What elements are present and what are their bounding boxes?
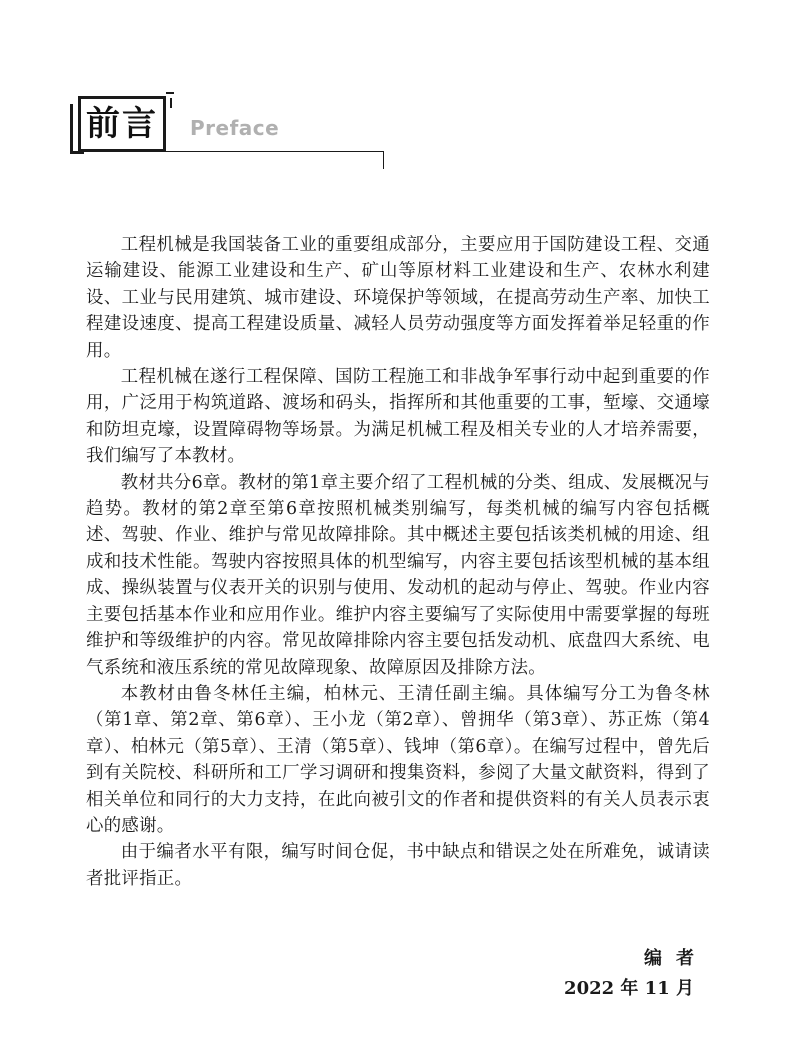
header-rule [166, 151, 384, 152]
title-frame-accent [170, 98, 172, 108]
title-frame-accent [166, 92, 174, 94]
paragraph: 工程机械是我国装备工业的重要组成部分，主要应用于国防建设工程、交通运输建设、能源工业建设和生产、矿山等原材料工业建设和生产、农林水利建设、工业与民用建筑、城市建设、环境保护等领域，在提高劳动生产率、加快工程建设速度、提高工程建设质量、减轻人员劳动强度等方面发挥着举足轻重的作用。 [86, 235, 710, 361]
signature-author: 编者 [644, 948, 708, 969]
preface-header [0, 0, 790, 170]
signature-block [564, 944, 708, 1004]
title-frame [78, 96, 166, 152]
paragraph: 由于编者水平有限，编写时间仓促，书中缺点和错误之处在所难免，诚请读者批评指正。 [86, 842, 710, 889]
page-title: 前言 [86, 104, 158, 144]
paragraph: 教材共分6章。教材的第1章主要介绍了工程机械的分类、组成、发展概况与趋势。教材的第2章至第6章按照机械类别编写，每类机械的编写内容包括概述、驾驶、作业、维护与常见故障排除。其中概述主要包括该类机械的用途、组成和技术性能。驾驶内容按照具体的机型编写，内容主要包括该型机械的基本组成、操纵装置与仪表开关的识别与使用、发动机的起动与停止、驾驶。作业内容主要包括基本作业和应用作业。维护内容主要编写了实际使用中需要掌握的每班维护和等级维护的内容。常见故障排除内容主要包括发动机、底盘四大系统、电气系统和液压系统的常见故障现象、故障原因及排除方法。 [86, 472, 710, 678]
preface-body [86, 232, 710, 892]
signature-date: 2022 年 11 月 [564, 978, 694, 999]
paragraph: 本教材由鲁冬林任主编，柏林元、王清任副主编。具体编写分工为鲁冬林（第1章、第2章、第6章）、王小龙（第2章）、曾拥华（第3章）、苏正炼（第4章）、柏林元（第5章）、王清（第5章）、钱坤（第6章）。在编写过程中，曾先后到有关院校、科研所和工厂学习调研和搜集资料，参阅了大量文献资料，得到了相关单位和同行的大力支持，在此向被引文的作者和提供资料的有关人员表示衷心的感谢。 [86, 683, 710, 836]
paragraph: 工程机械在遂行工程保障、国防工程施工和非战争军事行动中起到重要的作用，广泛用于构筑道路、渡场和码头，指挥所和其他重要的工事，堑壕、交通壕和防坦克壕，设置障碍物等场景。为满足机械工程及相关专业的人才培养需要，我们编写了本教材。 [86, 367, 710, 467]
page-subtitle: Preface [190, 116, 280, 140]
header-rule-end [383, 151, 384, 169]
